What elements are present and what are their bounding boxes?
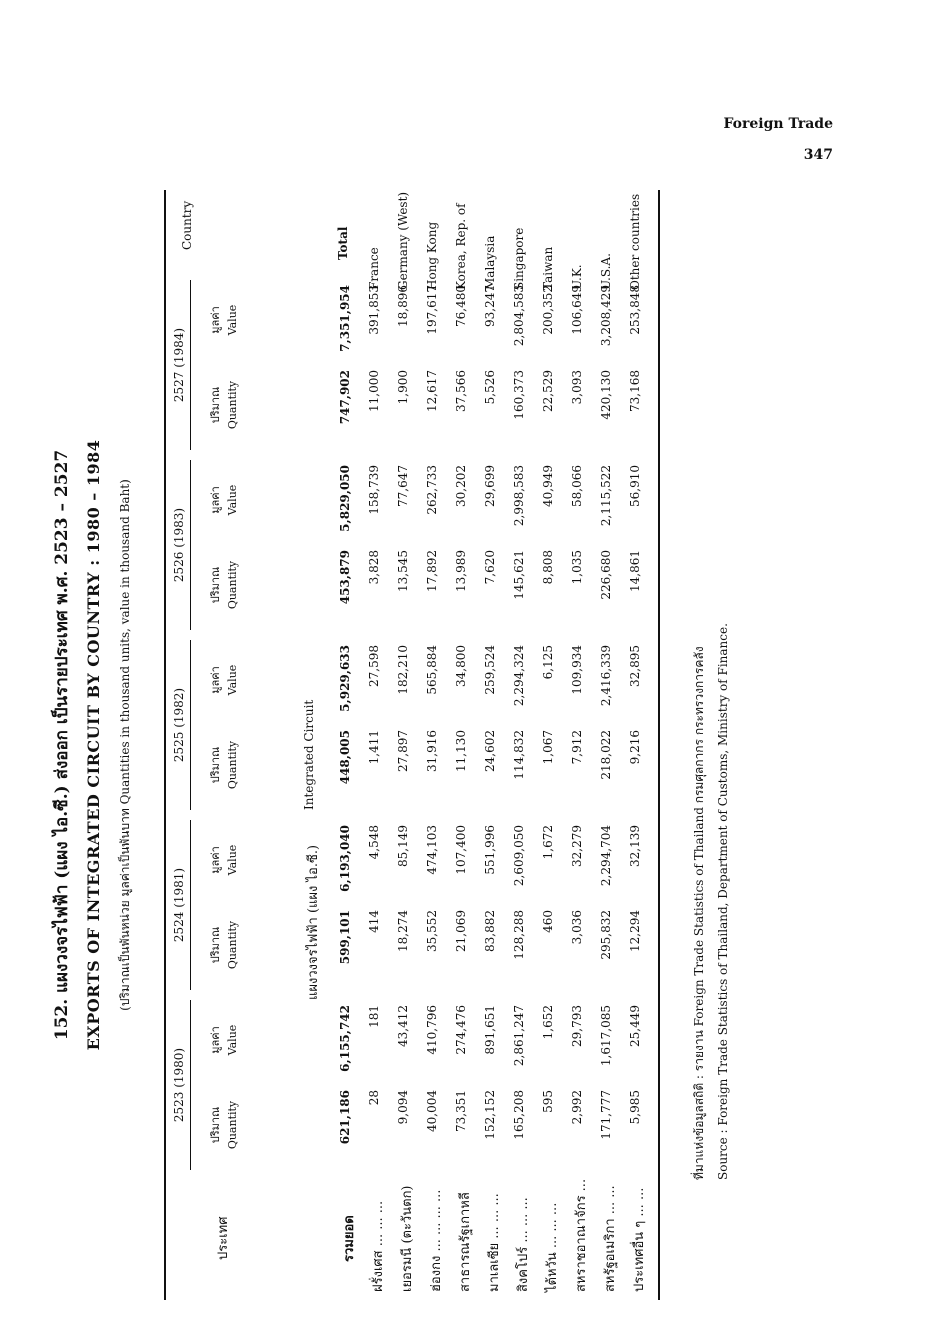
- row-value: 40,949: [541, 465, 555, 507]
- row-quantity: 460: [541, 910, 555, 933]
- row-country-english: Taiwan: [541, 246, 555, 290]
- row-quantity: 35,552: [425, 910, 439, 952]
- row-quantity: 145,621: [512, 550, 526, 600]
- row-country-thai: ประเทศอื่น ๆ ... ...: [632, 1187, 647, 1292]
- source-note-english: Source : Foreign Trade Statistics of Thailand, Department of Customs, Ministry of Finance.: [716, 623, 730, 1180]
- row-quantity: 9,094: [396, 1090, 410, 1125]
- row-value: 253,848: [628, 285, 642, 335]
- row-quantity: 73,168: [628, 370, 642, 412]
- row-country-english: U.K.: [570, 264, 584, 290]
- source-note-thai: ที่มาแห่งข้อมูลสถิติ : รายงาน Foreign Trade Statistics of Thailand กรมศุลกากร กระทรวงการคลัง: [692, 646, 706, 1180]
- row-value: 30,202: [454, 465, 468, 507]
- row-quantity: 5,985: [628, 1090, 642, 1125]
- row-quantity: 37,566: [454, 370, 468, 412]
- header-value-english: Value: [226, 304, 239, 336]
- row-quantity: 9,216: [628, 730, 642, 765]
- row-value: 891,651: [483, 1005, 497, 1055]
- row-country-thai: ไต้หวัน ... ... ...: [545, 1202, 560, 1292]
- row-value: 56,910: [628, 465, 642, 507]
- section-label-thai: แผงวงจรไฟฟ้า (แผง ไอ.ซี.): [306, 844, 321, 1000]
- row-quantity: 226,680: [599, 550, 613, 600]
- year-underline: [190, 820, 191, 990]
- row-value: 109,934: [570, 645, 584, 695]
- row-country-thai: มาเลเซีย ... ... ...: [487, 1193, 502, 1292]
- row-quantity: 13,989: [454, 550, 468, 592]
- row-quantity: 40,004: [425, 1090, 439, 1132]
- row-country-thai: ฝรั่งเศส ... ... ...: [371, 1200, 386, 1292]
- row-quantity: 3,828: [367, 550, 381, 585]
- row-country-english: Korea, Rep. of: [454, 203, 468, 290]
- row-quantity: 5,526: [483, 370, 497, 405]
- row-value: 34,800: [454, 645, 468, 687]
- header-value-thai: มูลค่า: [209, 306, 222, 334]
- row-quantity: 3,093: [570, 370, 584, 405]
- row-country-english: Total: [336, 226, 350, 260]
- row-quantity: 152,152: [483, 1090, 497, 1140]
- row-quantity: 448,005: [338, 730, 352, 785]
- row-quantity: 24,602: [483, 730, 497, 772]
- year-underline: [190, 460, 191, 630]
- row-quantity: 414: [367, 910, 381, 933]
- row-value: 29,699: [483, 465, 497, 507]
- header-value-english: Value: [226, 484, 239, 516]
- row-value: 2,294,324: [512, 645, 526, 707]
- row-country-thai: สหราชอาณาจักร ...: [574, 1178, 589, 1292]
- row-quantity: 128,288: [512, 910, 526, 960]
- header-quantity-english: Quantity: [226, 560, 239, 610]
- bottom-rule: [658, 190, 660, 1300]
- row-value: 2,115,522: [599, 465, 613, 527]
- row-quantity: 7,912: [570, 730, 584, 765]
- row-value: 107,400: [454, 825, 468, 875]
- page-number: 347: [803, 147, 833, 163]
- row-quantity: 114,832: [512, 730, 526, 780]
- row-quantity: 11,000: [367, 370, 381, 412]
- header-quantity-thai: ปริมาณ: [209, 1106, 222, 1144]
- row-value: 27,598: [367, 645, 381, 687]
- rotated-table-page: [52, 190, 810, 1300]
- header-value-english: Value: [226, 1024, 239, 1056]
- header-quantity-english: Quantity: [226, 920, 239, 970]
- row-quantity: 295,832: [599, 910, 613, 960]
- row-country-english: U.S.A.: [599, 253, 613, 290]
- row-value: 7,351,954: [338, 285, 352, 352]
- row-quantity: 1,411: [367, 730, 381, 765]
- header-quantity-thai: ปริมาณ: [209, 566, 222, 604]
- row-quantity: 218,022: [599, 730, 613, 780]
- row-value: 76,480: [454, 285, 468, 327]
- row-value: 2,294,704: [599, 825, 613, 887]
- row-quantity: 1,067: [541, 730, 555, 765]
- row-value: 93,247: [483, 285, 497, 327]
- row-country-english: France: [367, 247, 381, 290]
- row-quantity: 621,186: [338, 1090, 352, 1145]
- row-value: 106,649: [570, 285, 584, 335]
- header-value-thai: มูลค่า: [209, 486, 222, 514]
- row-quantity: 27,897: [396, 730, 410, 772]
- row-value: 2,804,583: [512, 285, 526, 347]
- row-quantity: 1,035: [570, 550, 584, 585]
- row-value: 77,647: [396, 465, 410, 507]
- row-country-english: Singapore: [512, 227, 526, 290]
- row-quantity: 420,130: [599, 370, 613, 420]
- row-quantity: 21,069: [454, 910, 468, 952]
- row-country-english: Hong Kong: [425, 221, 439, 290]
- row-quantity: 12,294: [628, 910, 642, 952]
- row-quantity: 31,916: [425, 730, 439, 772]
- row-value: 6,193,040: [338, 825, 352, 892]
- running-header: Foreign Trade: [723, 116, 833, 132]
- header-year: 2525 (1982): [172, 687, 186, 763]
- row-value: 391,853: [367, 285, 381, 335]
- row-quantity: 14,861: [628, 550, 642, 592]
- row-quantity: 3,036: [570, 910, 584, 945]
- row-quantity: 171,777: [599, 1090, 613, 1140]
- row-value: 1,672: [541, 825, 555, 860]
- row-quantity: 17,892: [425, 550, 439, 592]
- year-underline: [190, 640, 191, 810]
- row-value: 3,208,429: [599, 285, 613, 347]
- row-value: 85,149: [396, 825, 410, 867]
- header-quantity-thai: ปริมาณ: [209, 926, 222, 964]
- row-quantity: 83,882: [483, 910, 497, 952]
- header-quantity-thai: ปริมาณ: [209, 746, 222, 784]
- row-value: 565,884: [425, 645, 439, 695]
- row-quantity: 160,373: [512, 370, 526, 420]
- row-value: 5,829,050: [338, 465, 352, 532]
- row-value: 4,548: [367, 825, 381, 860]
- row-value: 6,125: [541, 645, 555, 680]
- section-label-english: Integrated Circuit: [302, 699, 316, 810]
- row-quantity: 599,101: [338, 910, 352, 965]
- row-value: 197,617: [425, 285, 439, 335]
- row-value: 29,793: [570, 1005, 584, 1047]
- row-value: 259,524: [483, 645, 497, 695]
- row-country-thai: ฮ่องกง ... ... ... ...: [429, 1189, 444, 1292]
- header-year: 2526 (1983): [172, 507, 186, 583]
- row-country-thai: สิงคโปร์ ... ... ...: [516, 1197, 531, 1292]
- row-quantity: 18,274: [396, 910, 410, 952]
- row-value: 158,739: [367, 465, 381, 515]
- header-value-thai: มูลค่า: [209, 846, 222, 874]
- row-quantity: 73,351: [454, 1090, 468, 1132]
- row-value: 182,210: [396, 645, 410, 695]
- top-rule: [164, 190, 166, 1300]
- row-value: 274,476: [454, 1005, 468, 1055]
- row-country-thai: สาธารณรัฐเกาหลี: [458, 1192, 473, 1292]
- row-value: 2,998,583: [512, 465, 526, 527]
- year-underline: [190, 280, 191, 450]
- header-year: 2527 (1984): [172, 327, 186, 403]
- row-quantity: 595: [541, 1090, 555, 1113]
- header-year: 2523 (1980): [172, 1047, 186, 1123]
- row-value: 32,895: [628, 645, 642, 687]
- row-value: 18,896: [396, 285, 410, 327]
- row-quantity: 11,130: [454, 730, 468, 772]
- header-value-thai: มูลค่า: [209, 666, 222, 694]
- table-title-english: EXPORTS OF INTEGRATED CIRCUIT BY COUNTRY : 1980 – 1984: [84, 439, 103, 1051]
- header-country-thai: ประเทศ: [216, 1216, 231, 1260]
- header-value-english: Value: [226, 844, 239, 876]
- row-quantity: 1,900: [396, 370, 410, 405]
- header-year: 2524 (1981): [172, 867, 186, 943]
- row-quantity: 165,208: [512, 1090, 526, 1140]
- row-country-english: Other countries: [628, 193, 642, 290]
- table-title-thai: 152. แผงวงจรไฟฟ้า (แผง ไอ.ซี.) ส่งออก เป็นรายประเทศ พ.ศ. 2523 – 2527: [52, 449, 72, 1041]
- row-quantity: 453,879: [338, 550, 352, 605]
- row-value: 2,609,050: [512, 825, 526, 887]
- row-value: 200,352: [541, 285, 555, 335]
- row-value: 6,155,742: [338, 1005, 352, 1072]
- year-underline: [190, 1000, 191, 1170]
- row-country-thai: เยอรมนี (ตะวันตก): [400, 1185, 415, 1292]
- row-value: 181: [367, 1005, 381, 1028]
- row-value: 551,996: [483, 825, 497, 875]
- header-value-thai: มูลค่า: [209, 1026, 222, 1054]
- row-value: 43,412: [396, 1005, 410, 1047]
- row-value: 262,733: [425, 465, 439, 515]
- row-quantity: 13,545: [396, 550, 410, 592]
- header-quantity-thai: ปริมาณ: [209, 386, 222, 424]
- row-value: 58,066: [570, 465, 584, 507]
- row-quantity: 7,620: [483, 550, 497, 585]
- header-quantity-english: Quantity: [226, 1100, 239, 1150]
- header-country-english: Country: [180, 200, 194, 250]
- row-value: 32,139: [628, 825, 642, 867]
- row-quantity: 2,992: [570, 1090, 584, 1125]
- row-quantity: 28: [367, 1090, 381, 1106]
- row-country-thai: รวมยอด: [342, 1215, 357, 1262]
- row-country-thai: สหรัฐอเมริกา ... ...: [603, 1185, 618, 1292]
- row-value: 474,103: [425, 825, 439, 875]
- row-country-english: Germany (West): [396, 191, 410, 290]
- row-value: 2,416,339: [599, 645, 613, 707]
- row-quantity: 22,529: [541, 370, 555, 412]
- header-quantity-english: Quantity: [226, 380, 239, 430]
- unit-note: (ปริมาณเป็นพันหน่วย มูลค่าเป็นพันบาท Quantities in thousand units, value in thousand Baht): [118, 479, 132, 1011]
- row-value: 32,279: [570, 825, 584, 867]
- row-value: 410,796: [425, 1005, 439, 1055]
- row-quantity: 747,902: [338, 370, 352, 425]
- row-value: 2,861,247: [512, 1005, 526, 1067]
- row-country-english: Malaysia: [483, 235, 497, 290]
- row-value: 1,617,085: [599, 1005, 613, 1067]
- header-value-english: Value: [226, 664, 239, 696]
- row-quantity: 12,617: [425, 370, 439, 412]
- header-quantity-english: Quantity: [226, 740, 239, 790]
- row-quantity: 8,808: [541, 550, 555, 585]
- row-value: 1,652: [541, 1005, 555, 1040]
- row-value: 5,929,633: [338, 645, 352, 712]
- row-value: 25,449: [628, 1005, 642, 1047]
